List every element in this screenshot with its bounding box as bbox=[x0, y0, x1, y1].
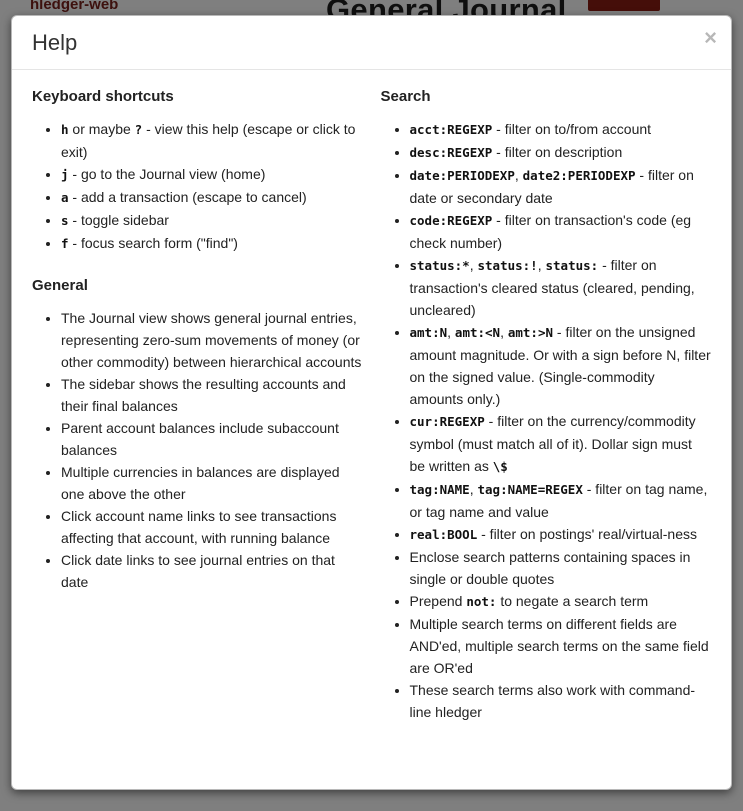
keyboard-shortcuts-list bbox=[32, 118, 363, 255]
list-item: • Multiple currencies in balances are displayed one above the other bbox=[61, 461, 363, 505]
list-item: • a - add a transaction (escape to cancel) bbox=[61, 186, 363, 209]
list-item: • These search terms also work with command-line hledger bbox=[410, 679, 712, 723]
help-left-column bbox=[32, 88, 363, 779]
modal-header bbox=[12, 16, 731, 70]
list-item: • Enclose search patterns containing spaces in single or double quotes bbox=[410, 546, 712, 590]
list-item: • h or maybe ? - view this help (escape or click to exit) bbox=[61, 118, 363, 163]
modal-title: Help bbox=[32, 30, 78, 55]
list-item: • date:PERIODEXP, date2:PERIODEXP - filter on date or secondary date bbox=[410, 164, 712, 209]
close-icon[interactable]: × bbox=[704, 25, 717, 50]
list-item: • desc:REGEXP - filter on description bbox=[410, 141, 712, 164]
list-item: • Prepend not: to negate a search term bbox=[410, 590, 712, 613]
list-item: • Multiple search terms on different fields are AND'ed, multiple search terms on the same field are OR'ed bbox=[410, 613, 712, 679]
list-item: • tag:NAME, tag:NAME=REGEX - filter on tag name, or tag name and value bbox=[410, 478, 712, 523]
list-item: • Parent account balances include subaccount balances bbox=[61, 417, 363, 461]
list-item: • acct:REGEXP - filter on to/from account bbox=[410, 118, 712, 141]
search-list bbox=[381, 118, 712, 723]
help-modal bbox=[11, 15, 732, 790]
section-search bbox=[381, 88, 712, 723]
list-item: • f - focus search form ("find") bbox=[61, 232, 363, 255]
list-item: • The sidebar shows the resulting accounts and their final balances bbox=[61, 373, 363, 417]
list-item: • cur:REGEXP - filter on the currency/commodity symbol (must match all of it). Dollar sign must be written as \$ bbox=[410, 410, 712, 478]
list-item: • The Journal view shows general journal entries, representing zero-sum movements of money (or other commodity) between hierarchical accounts bbox=[61, 307, 363, 373]
list-item: • Click account name links to see transactions affecting that account, with running balance bbox=[61, 505, 363, 549]
list-item: • j - go to the Journal view (home) bbox=[61, 163, 363, 186]
section-heading: Search bbox=[380, 88, 431, 106]
list-item: • amt:N, amt:<N, amt:>N - filter on the unsigned amount magnitude. Or with a sign before N, filter on the signed value. (Single-commodity amounts only.) bbox=[410, 321, 712, 410]
section-keyboard-shortcuts bbox=[32, 88, 363, 255]
section-general bbox=[32, 277, 363, 593]
modal-body bbox=[12, 70, 731, 789]
list-item: • status:*, status:!, status: - filter on transaction's cleared status (cleared, pending, uncleared) bbox=[410, 254, 712, 321]
list-item: • Click date links to see journal entries on that date bbox=[61, 549, 363, 593]
section-heading: General bbox=[32, 277, 88, 295]
general-list bbox=[32, 307, 363, 593]
list-item: • code:REGEXP - filter on transaction's code (eg check number) bbox=[410, 209, 712, 254]
section-heading: Keyboard shortcuts bbox=[32, 88, 174, 106]
list-item: • real:BOOL - filter on postings' real/virtual-ness bbox=[410, 523, 712, 546]
list-item: • s - toggle sidebar bbox=[61, 209, 363, 232]
help-right-column bbox=[381, 88, 712, 779]
